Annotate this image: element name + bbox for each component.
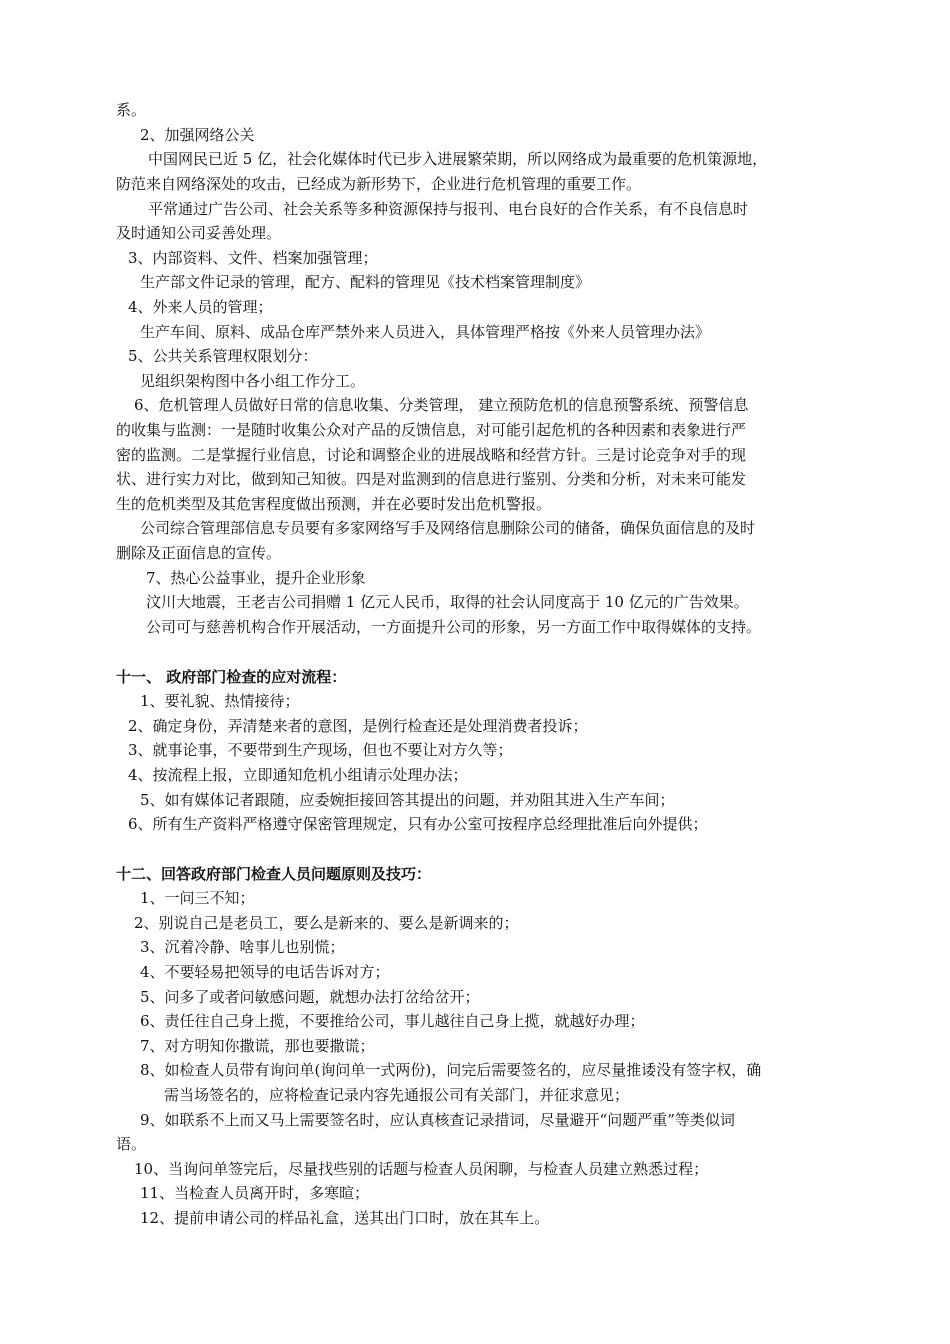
text-line: 生产车间、原料、成品仓库严禁外来人员进入，具体管理严格按《外来人员管理办法》 [140,323,711,341]
text-line: 公司可与慈善机构合作开展活动，一方面提升公司的形象，另一方面工作中取得媒体的支持。 [146,618,762,636]
text-line: 公司综合管理部信息专员要有多家网络写手及网络信息删除公司的储备，确保负面信息的及时 [140,519,756,537]
list-item: 6、所有生产资料严格遵守保密管理规定，只有办公室可按程序总经理批准后向外提供； [128,815,708,833]
list-item: 3、沉着冷静、啥事儿也别慌； [140,938,345,956]
text-line: 防范来自网络深处的攻击，已经成为新形势下，企业进行危机管理的重要工作。 [116,175,642,193]
list-item: 9、如联系不上而又马上需要签名时，应认真核查记录措词，尽量避开“问题严重”等类似词 [140,1111,735,1129]
list-item: 7、对方明知你撒谎，那也要撒谎； [140,1037,375,1055]
list-item: 5、如有媒体记者跟随，应委婉拒接回答其提出的问题，并劝阻其进入生产车间； [140,791,675,809]
list-item-continuation: 语。 [116,1135,147,1153]
list-heading: 5、公共关系管理权限划分： [128,347,318,365]
section-heading: 十二、回答政府部门检查人员问题原则及技巧： [116,865,432,883]
text-line: 中国网民已近 5 亿，社会化媒体时代已步入进展繁荣期，所以网络成为最重要的危机策源地， [148,150,768,168]
text-line: 汶川大地震，王老吉公司捐赠 1 亿元人民币，取得的社会认同度高于 10 亿元的广告效果。 [146,593,749,611]
text-line: 密的监测。二是掌握行业信息，讨论和调整企业的进展战略和经营方针。三是讨论竞争对手的现 [116,446,747,464]
list-heading: 7、热心公益事业，提升企业形象 [146,569,366,587]
text-line: 6、危机管理人员做好日常的信息收集、分类管理， 建立预防危机的信息预警系统、预警信息 [134,396,749,414]
list-item: 4、不要轻易把领导的电话告诉对方； [140,963,390,981]
list-heading: 3、内部资料、文件、档案加强管理； [128,249,378,267]
text-line: 生的危机类型及其危害程度做出预测，并在必要时发出危机警报。 [116,495,552,513]
text-line: 状、进行实力对比，做到知己知彼。四是对监测到的信息进行鉴别、分类和分析，对未来可能发 [116,470,747,488]
text-line: 见组织架构图中各小组工作分工。 [140,372,366,390]
text-line: 生产部文件记录的管理，配方、配料的管理见《技术档案管理制度》 [140,273,591,291]
list-item: 1、一问三不知； [140,889,255,907]
text-line: 删除及正面信息的宣传。 [116,544,282,562]
list-item: 2、别说自己是老员工，要么是新来的、要么是新调来的； [134,914,519,932]
list-item: 3、就事论事，不要带到生产现场，但也不要让对方久等； [128,741,513,759]
list-item: 6、责任往自己身上揽，不要推给公司，事儿越往自己身上揽，就越好办理； [140,1012,645,1030]
list-heading: 4、外来人员的管理； [128,298,273,316]
list-item: 4、按流程上报，立即通知危机小组请示处理办法； [128,766,468,784]
list-item: 1、要礼貌、热情接待； [140,692,300,710]
list-item: 5、问多了或者问敏感问题，就想办法打岔给岔开； [140,988,480,1006]
list-heading: 2、加强网络公关 [140,126,255,144]
text-line: 及时通知公司妥善处理。 [116,224,282,242]
list-item: 10、当询问单签完后，尽量找些别的话题与检查人员闲聊，与检查人员建立熟悉过程； [134,1160,709,1178]
section-heading: 十一、 政府部门检查的应对流程： [116,668,347,686]
list-item: 12、提前申请公司的样品礼盒，送其出门口时，放在其车上。 [140,1209,550,1227]
text-line: 系。 [116,101,147,119]
list-item: 8、如检查人员带有询问单(询问单一式两份)，问完后需要签名的，应尽量推诿没有签字权，确 [140,1061,762,1079]
list-item: 11、当检查人员离开时，多寒暄； [140,1184,370,1202]
list-item-continuation: 需当场签名的，应将检查记录内容先通报公司有关部门，并征求意见； [164,1086,630,1104]
text-line: 平常通过广告公司、社会关系等多种资源保持与报刊、电台良好的合作关系，有不良信息时 [148,200,749,218]
list-item: 2、确定身份，弄清楚来者的意图，是例行检查还是处理消费者投诉； [128,717,588,735]
text-line: 的收集与监测：一是随时收集公众对产品的反馈信息，对可能引起危机的各种因素和表象进行严 [116,421,747,439]
